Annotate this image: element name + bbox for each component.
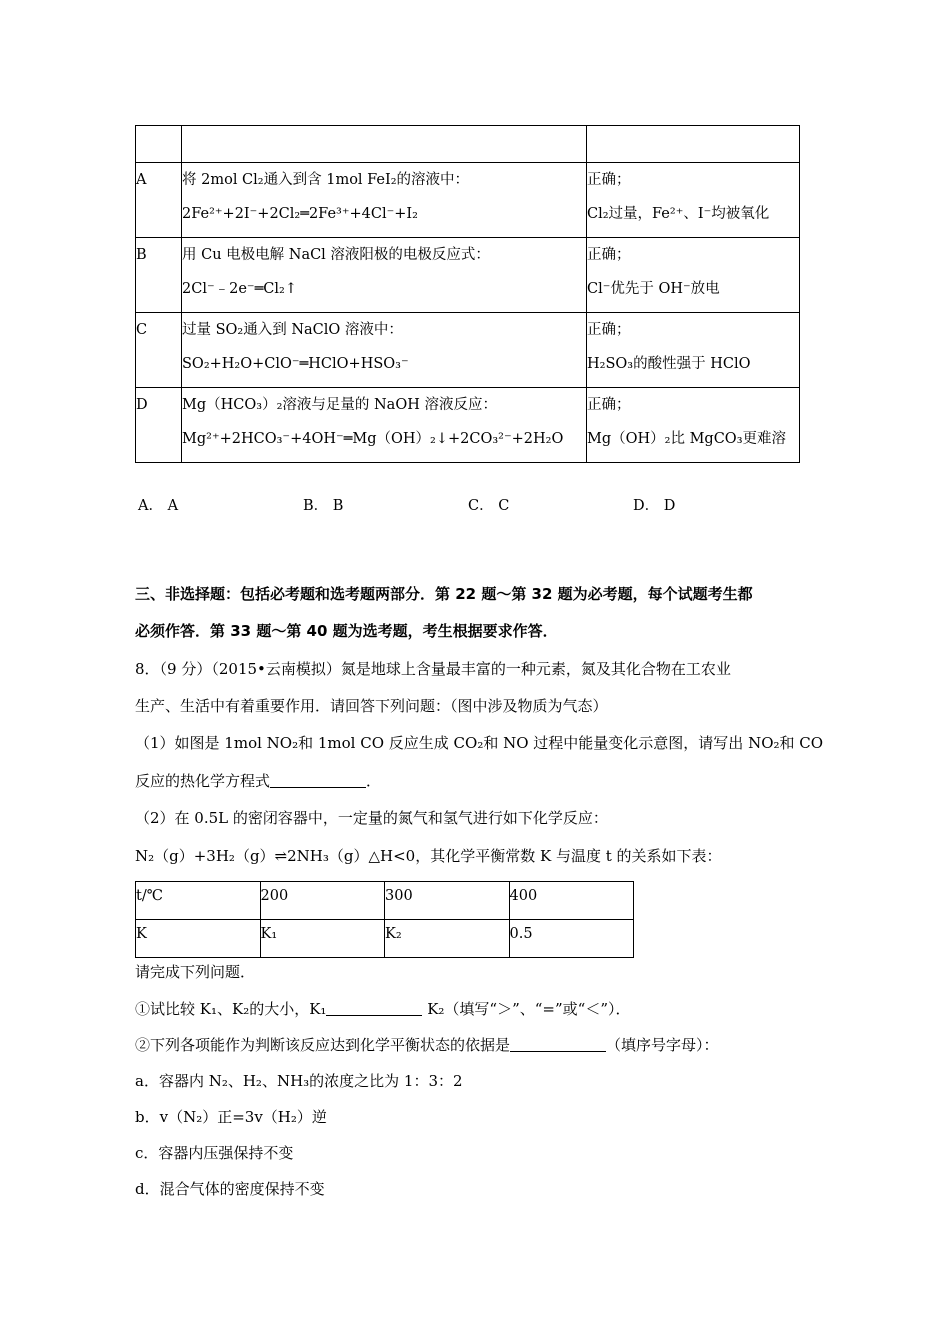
- option-b: B． B: [303, 498, 344, 514]
- equilibrium-constant-table: [135, 881, 634, 958]
- table-row: [136, 920, 634, 958]
- row-evaluation: 正确； Cl₂过量，Fe²⁺、I⁻均被氧化: [587, 163, 800, 238]
- choice-c: c．容器内压强保持不变: [135, 1144, 294, 1162]
- row-label: B: [136, 238, 182, 313]
- part1-line2: 反应的热化学方程式 ．: [135, 772, 382, 790]
- choice-b: b．v（N₂）正=3v（H₂）逆: [135, 1108, 327, 1126]
- part1-line1: （1）如图是 1mol NO₂和 1mol CO 反应生成 CO₂和 NO 过程中能量变化示意图，请写出 NO₂和 CO: [135, 734, 824, 752]
- subquestion-1: ①试比较 K₁、K₂的大小，K₁ K₂（填写“＞”、“=”或“＜”）．: [135, 1000, 631, 1018]
- question-8-line1: 8．（9 分）（2015•云南模拟）氮是地球上含量最丰富的一种元素，氮及其化合物在工农业: [135, 660, 731, 678]
- option-d: D． D: [633, 498, 676, 514]
- table-row: [136, 882, 634, 920]
- row-evaluation: 正确； H₂SO₃的酸性强于 HClO: [587, 313, 800, 388]
- row-label: C: [136, 313, 182, 388]
- table-cell: 300: [385, 882, 510, 920]
- table-cell: 0.5: [509, 920, 634, 958]
- answer-blank[interactable]: [510, 1037, 606, 1052]
- choice-a: a．容器内 N₂、H₂、NH₃的浓度之比为 1：3：2: [135, 1072, 463, 1090]
- part2-line1: （2）在 0.5L 的密闭容器中，一定量的氮气和氢气进行如下化学反应：: [135, 809, 608, 827]
- instruction: 请完成下列问题．: [135, 963, 256, 981]
- answer-blank[interactable]: [270, 773, 366, 788]
- table-cell: 200: [260, 882, 385, 920]
- row-label: A: [136, 163, 182, 238]
- answer-options: [138, 494, 838, 514]
- question-8-line2: 生产、生活中有着重要作用．请回答下列问题：（图中涉及物质为气态）: [135, 697, 608, 715]
- row-description: 用 Cu 电极电解 NaCl 溶液阳极的电极反应式： 2Cl⁻﹣2e⁻═Cl₂↑: [182, 238, 587, 313]
- table-cell: 400: [509, 882, 634, 920]
- table-cell: K₁: [260, 920, 385, 958]
- row-description: Mg（HCO₃）₂溶液与足量的 NaOH 溶液反应： Mg²⁺+2HCO₃⁻+4OH⁻═Mg（OH）₂↓+2CO₃²⁻+2H₂O: [182, 388, 587, 463]
- answer-evaluation-table: [135, 125, 800, 463]
- subquestion-2: ②下列各项能作为判断该反应达到化学平衡状态的依据是 （填序号字母）：: [135, 1036, 719, 1054]
- row-label: D: [136, 388, 182, 463]
- table-row: [136, 238, 800, 313]
- row-description: 将 2mol Cl₂通入到含 1mol FeI₂的溶液中： 2Fe²⁺+2I⁻+2Cl₂═2Fe³⁺+4Cl⁻+I₂: [182, 163, 587, 238]
- option-a: A． A: [138, 498, 179, 514]
- row-evaluation: 正确； Cl⁻优先于 OH⁻放电: [587, 238, 800, 313]
- choice-d: d．混合气体的密度保持不变: [135, 1180, 325, 1198]
- table-row: [136, 163, 800, 238]
- table-header-row: [136, 126, 800, 163]
- part2-equation: N₂（g）+3H₂（g）⇌2NH₃（g）△H<0，其化学平衡常数 K 与温度 t 的关系如下表：: [135, 847, 722, 865]
- row-description: 过量 SO₂通入到 NaClO 溶液中： SO₂+H₂O+ClO⁻═HClO+HSO₃⁻: [182, 313, 587, 388]
- table-row: [136, 313, 800, 388]
- table-cell: K₂: [385, 920, 510, 958]
- row-evaluation: 正确； Mg（OH）₂比 MgCO₃更难溶: [587, 388, 800, 463]
- table-row: [136, 388, 800, 463]
- table-cell: K: [136, 920, 261, 958]
- option-c: C． C: [468, 498, 510, 514]
- table-cell: t/℃: [136, 882, 261, 920]
- answer-blank[interactable]: [326, 1001, 422, 1016]
- section-heading: 三、非选择题：包括必考题和选考题两部分．第 22 题～第 32 题为必考题，每个试题考生都 必须作答．第 33 题～第 40 题为选考题，考生根据要求作答．: [135, 585, 753, 640]
